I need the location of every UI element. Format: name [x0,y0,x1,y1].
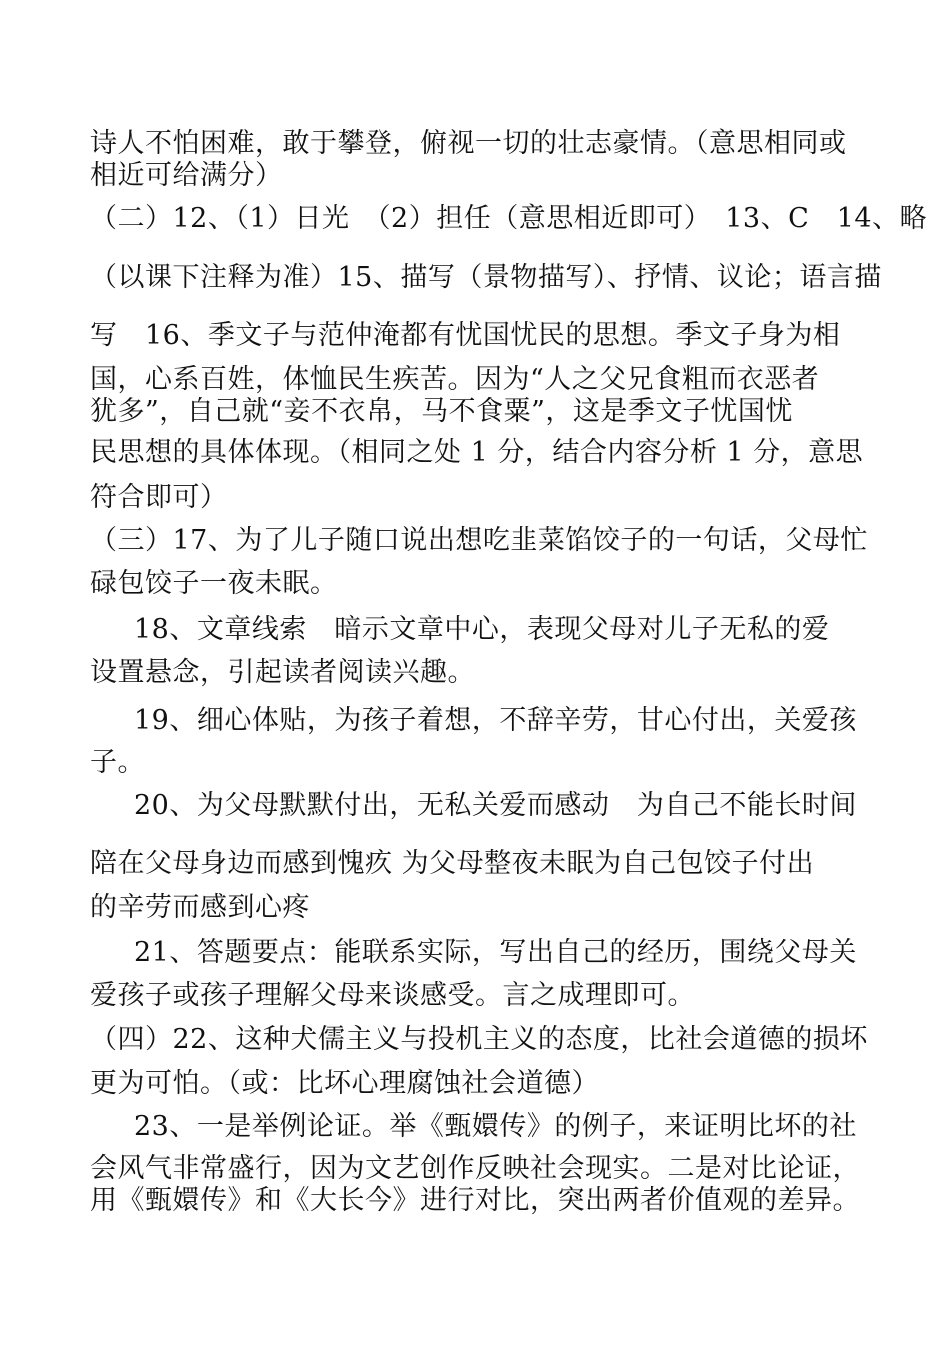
text-line: 诗人不怕困难，敢于攀登，俯视一切的壮志豪情。（意思相同或 [90,128,847,159]
text-line: 符合即可） [90,482,228,513]
text-line: 设置悬念，引起读者阅读兴趣。 [90,657,475,688]
text-line: （以课下注释为准）15、描写（景物描写）、抒情、议论；语言描 [90,262,882,293]
text-line: 23、一是举例论证。举《甄嬛传》的例子，来证明比坏的社 [134,1111,857,1142]
text-line: 20、为父母默默付出，无私关爱而感动 为自己不能长时间 [134,790,857,821]
text-line: （二）12、（1）日光 （2）担任（意思相近即可） 13、C 14、略 [90,203,928,234]
text-line: 用《甄嬛传》和《大长今》进行对比，突出两者价值观的差异。 [90,1185,860,1216]
text-line: 碌包饺子一夜未眠。 [90,568,338,599]
text-line: （四）22、这种犬儒主义与投机主义的态度，比社会道德的损坏 [90,1024,868,1055]
text-line: 18、文章线索 暗示文章中心，表现父母对儿子无私的爱 [134,614,830,645]
text-line: 的辛劳而感到心疼 [90,892,310,923]
text-line: 国，心系百姓，体恤民生疾苦。因为“人之父兄食粗而衣恶者 [90,364,820,395]
text-line: 犹多”，自己就“妾不衣帛，马不食粟”，这是季文子忧国忧 [90,396,793,427]
text-line: 更为可怕。（或：比坏心理腐蚀社会道德） [90,1068,599,1099]
text-line: 爱孩子或孩子理解父母来谈感受。言之成理即可。 [90,980,695,1011]
text-line: 19、细心体贴，为孩子着想，不辞辛劳，甘心付出，关爱孩 [134,705,857,736]
text-line: 陪在父母身边而感到愧疚 为父母整夜未眠为自己包饺子付出 [90,848,815,879]
text-line: 21、答题要点：能联系实际，写出自己的经历，围绕父母关 [134,937,857,968]
text-line: 写 16、季文子与范仲淹都有忧国忧民的思想。季文子身为相 [90,320,841,351]
text-line: 相近可给满分） [90,160,283,191]
text-line: （三）17、为了儿子随口说出想吃韭菜馅饺子的一句话，父母忙 [90,525,868,556]
text-line: 子。 [90,747,145,778]
text-line: 会风气非常盛行，因为文艺创作反映社会现实。二是对比论证， [90,1153,860,1184]
text-line: 民思想的具体体现。（相同之处 1 分，结合内容分析 1 分，意思 [90,437,864,468]
